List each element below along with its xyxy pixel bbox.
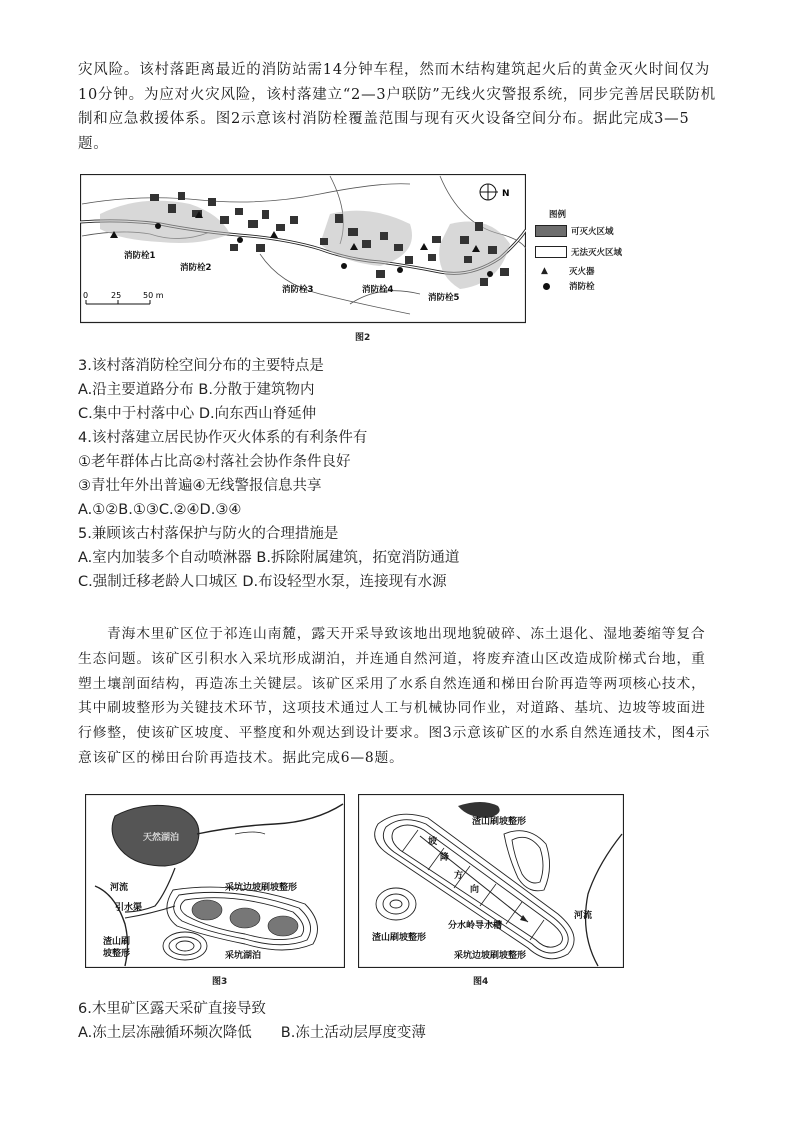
figure-2-map bbox=[80, 174, 526, 324]
fig4-label-slope: 采坑边坡刷坡整形 bbox=[454, 951, 527, 961]
fig3-label-lake: 天然湖泊 bbox=[143, 833, 180, 843]
fig3-label-slope: 采坑边坡刷坡整形 bbox=[225, 883, 298, 893]
figure-4-diagram bbox=[358, 794, 624, 968]
hydrant-label-1: 消防栓1 bbox=[124, 251, 156, 261]
q5-options-ab: A.室内加装多个自动喷淋器 B.拆除附属建筑，拓宽消防通道 bbox=[78, 550, 460, 566]
q4-options: A.①②B.①③C.②④D.③④ bbox=[78, 502, 242, 518]
figure-2-legend bbox=[535, 208, 655, 294]
fig4-label-waste-left: 渣山刷坡整形 bbox=[372, 933, 427, 943]
fig3-label-river: 河流 bbox=[110, 883, 129, 893]
passage-mining: 青海木里矿区位于祁连山南麓，露天开采导致该地出现地貌破碎、冻土退化、湿地萎缩等复合生态问题。该矿区引积水入采坑形成湖泊，并连通自然河道，将废弃渣山区改造成阶梯式台地，重塑土壤剖面结构，再造冻土关键层。该矿区采用了水系自然连通和梯田台阶再造等两项核心技术，其中刷坡整形为关键技术环节，这项技术通过人工与机械协同作业，对道路、基坑、边坡等坡面进行修整，使该矿区坡度、平整度和外观达到设计要求。图3示意该矿区的水系自然连通技术，图4示意该矿区的梯田台阶再造技术。据此完成6—8题。 bbox=[78, 626, 711, 766]
hydrant-icon bbox=[543, 283, 550, 290]
hydrant-label-4: 消防栓4 bbox=[362, 285, 394, 295]
fig4-label-divide: 分水岭导水槽 bbox=[448, 921, 503, 931]
fig4-label-dir-4: 向 bbox=[470, 885, 480, 895]
intro-paragraph: 灾风险。该村落距离最近的消防站需14分钟车程，然而木结构建筑起火后的黄金灭火时间仅为10分钟。为应对火灾风险，该村落建立“2—3户联防”无线火灾警报系统，同步完善居民联防机制和应急救援体系。图2示意该村消防栓覆盖范围与现有灭火设备空间分布。据此完成3—5题。 bbox=[78, 62, 716, 152]
fig4-label-dir-3: 方 bbox=[454, 871, 464, 881]
hydrant-label-5: 消防栓5 bbox=[428, 293, 460, 303]
legend-extinguisher: 灭火器 bbox=[569, 267, 595, 277]
fig4-label-dir-2: 降 bbox=[440, 853, 450, 863]
q3-options-cd: C.集中于村落中心 D.向东西山脊延伸 bbox=[78, 406, 317, 422]
hydrant-label-2: 消防栓2 bbox=[180, 263, 212, 273]
figure-3-caption: 图3 bbox=[212, 977, 228, 987]
fig4-label-dir-1: 坡 bbox=[428, 837, 438, 847]
q3-stem: 3.该村落消防栓空间分布的主要特点是 bbox=[78, 358, 324, 374]
fig3-label-canal: 引水渠 bbox=[115, 903, 143, 913]
legend-unextinguishable: 无法灭火区域 bbox=[571, 248, 623, 258]
hydrant-label-3: 消防栓3 bbox=[282, 285, 314, 295]
legend-extinguishable: 可灭火区域 bbox=[571, 227, 614, 237]
fig4-label-river: 河流 bbox=[574, 911, 593, 921]
legend-hydrant: 消防栓 bbox=[569, 282, 595, 292]
fig3-label-waste-2: 坡整形 bbox=[103, 949, 131, 959]
q5-stem: 5.兼顾该古村落保护与防火的合理措施是 bbox=[78, 526, 339, 542]
q3-options-ab: A.沿主要道路分布 B.分散于建筑物内 bbox=[78, 382, 315, 398]
svg-text:N: N bbox=[502, 189, 510, 199]
svg-text:25: 25 bbox=[111, 291, 122, 300]
figure-2-caption: 图2 bbox=[355, 333, 371, 343]
svg-text:50 m: 50 m bbox=[143, 291, 164, 300]
figure-4-caption: 图4 bbox=[473, 977, 489, 987]
legend-swatch-extinguishable bbox=[535, 225, 567, 237]
legend-title: 图例 bbox=[549, 210, 567, 220]
legend-swatch-unextinguishable bbox=[535, 246, 567, 258]
q4-statements-1: ①老年群体占比高②村落社会协作条件良好 bbox=[78, 454, 351, 470]
fig3-label-pit-lake: 采坑湖泊 bbox=[225, 951, 262, 961]
q4-stem: 4.该村落建立居民协作灭火体系的有利条件有 bbox=[78, 430, 368, 446]
figure-3-diagram bbox=[85, 794, 345, 968]
fig4-label-waste-top: 渣山刷坡整形 bbox=[472, 817, 527, 827]
fig3-label-waste-1: 渣山刷 bbox=[103, 937, 131, 947]
q6-stem: 6.木里矿区露天采矿直接导致 bbox=[78, 1001, 266, 1017]
svg-text:0: 0 bbox=[83, 291, 89, 300]
q6-options-ab: A.冻土层冻融循环频次降低 B.冻土活动层厚度变薄 bbox=[78, 1025, 426, 1041]
extinguisher-icon: ▲ bbox=[541, 266, 548, 276]
q4-statements-2: ③青壮年外出普遍④无线警报信息共享 bbox=[78, 478, 322, 494]
q5-options-cd: C.强制迁移老龄人口城区 D.布设轻型水泵，连接现有水源 bbox=[78, 574, 447, 590]
